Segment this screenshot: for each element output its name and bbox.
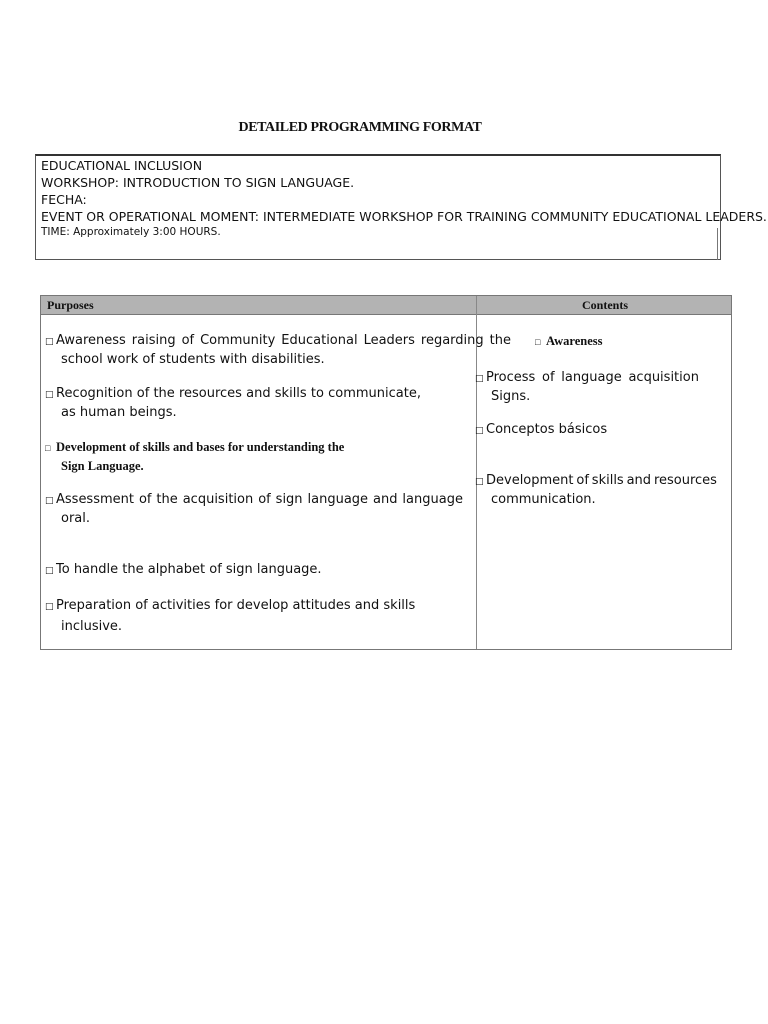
purpose-line-continuation: oral.: [61, 511, 91, 526]
header-contents: Contents: [581, 298, 628, 312]
purpose-item: [45, 491, 463, 528]
word: and: [246, 386, 271, 401]
purpose-text: Preparation of activities for develop attitudes and skills: [56, 598, 416, 613]
purpose-item: [45, 597, 415, 636]
word: language: [561, 370, 622, 385]
bullet-icon: □: [45, 443, 51, 453]
content-item: [475, 369, 699, 406]
word: □ Development: [475, 472, 574, 491]
word: □ Recognition: [45, 385, 133, 404]
purpose-line: [45, 332, 511, 351]
purpose-line: [45, 561, 322, 580]
purpose-text: Development of skills and bases for understanding the: [56, 440, 345, 454]
word: acquisition: [182, 492, 254, 507]
purpose-line-continuation: Sign Language.: [61, 459, 144, 473]
content-item: [535, 332, 602, 351]
purpose-text: To handle the alphabet of sign language.: [56, 562, 322, 577]
programming-table: [40, 295, 732, 650]
purpose-item: [45, 385, 421, 422]
word: the: [489, 333, 511, 348]
header-line-workshop: WORKSHOP: INTRODUCTION TO SIGN LANGUAGE.: [41, 175, 355, 190]
word: Educational: [281, 333, 358, 348]
bullet-icon: □: [45, 496, 54, 506]
bullet-icon: □: [45, 602, 54, 612]
purpose-line-continuation: school work of students with disabilities.: [61, 352, 325, 367]
content-line-continuation: Signs.: [491, 389, 531, 404]
word: of: [258, 492, 271, 507]
word: resources: [653, 473, 717, 488]
purpose-item: [45, 332, 511, 369]
word: □ Assessment: [45, 491, 134, 510]
bullet-icon: □: [475, 477, 484, 487]
document-title: DETAILED PROGRAMMING FORMAT: [238, 120, 482, 135]
purpose-line: [45, 491, 463, 510]
word: communicate,: [328, 386, 421, 401]
word: acquisition: [628, 370, 699, 385]
bullet-icon: □: [45, 337, 54, 347]
content-line: [535, 332, 602, 351]
bullet-icon: □: [475, 374, 484, 384]
word: and: [626, 473, 652, 488]
word: language: [402, 492, 463, 507]
word: resources: [178, 386, 242, 401]
content-text: Conceptos básicos: [486, 422, 608, 437]
word: language: [307, 492, 369, 507]
purpose-item: [45, 438, 344, 475]
word: of: [542, 370, 555, 385]
content-item: [475, 472, 717, 509]
word: of: [576, 473, 589, 488]
word: and: [373, 492, 398, 507]
word: raising: [131, 333, 176, 348]
purpose-line: [45, 438, 344, 457]
header-line-fecha: FECHA:: [41, 192, 87, 207]
word: sign: [275, 492, 303, 507]
purpose-item: [45, 561, 322, 580]
header-inner-border: [717, 228, 718, 260]
word: the: [156, 492, 178, 507]
purpose-line-continuation: inclusive.: [61, 619, 123, 634]
purpose-line: [45, 597, 415, 616]
content-line: [475, 421, 607, 440]
word: of: [136, 386, 150, 401]
bullet-icon: □: [535, 337, 541, 347]
header-line-time: TIME: Approximately 3:00 HOURS.: [41, 226, 221, 238]
content-line: [475, 472, 717, 491]
word: of: [181, 333, 195, 348]
bullet-icon: □: [45, 390, 54, 400]
purpose-line: [45, 385, 421, 404]
word: Leaders: [363, 333, 415, 348]
word: □ Awareness: [45, 332, 126, 351]
content-line: [475, 369, 699, 388]
header-line-event: EVENT OR OPERATIONAL MOMENT: INTERMEDIATE WORKSHOP FOR TRAINING COMMUNITY EDUCATIONAL LEADERS.: [41, 209, 767, 224]
content-text: Awareness: [546, 334, 603, 348]
word: skills: [591, 473, 624, 488]
content-line-continuation: communication.: [491, 492, 596, 507]
purpose-line-continuation: as human beings.: [61, 405, 177, 420]
header-box: [35, 154, 767, 260]
word: □ Process: [475, 369, 535, 388]
word: of: [138, 492, 152, 507]
word: regarding: [420, 333, 484, 348]
bullet-icon: □: [475, 426, 484, 436]
header-line-inclusion: EDUCATIONAL INCLUSION: [41, 158, 203, 173]
bullet-icon: □: [45, 566, 54, 576]
word: to: [310, 386, 324, 401]
table-header-row: [41, 296, 731, 315]
header-purposes: Purposes: [47, 298, 94, 312]
content-item: [475, 421, 607, 440]
word: the: [153, 386, 175, 401]
word: Community: [200, 333, 276, 348]
word: skills: [274, 386, 307, 401]
